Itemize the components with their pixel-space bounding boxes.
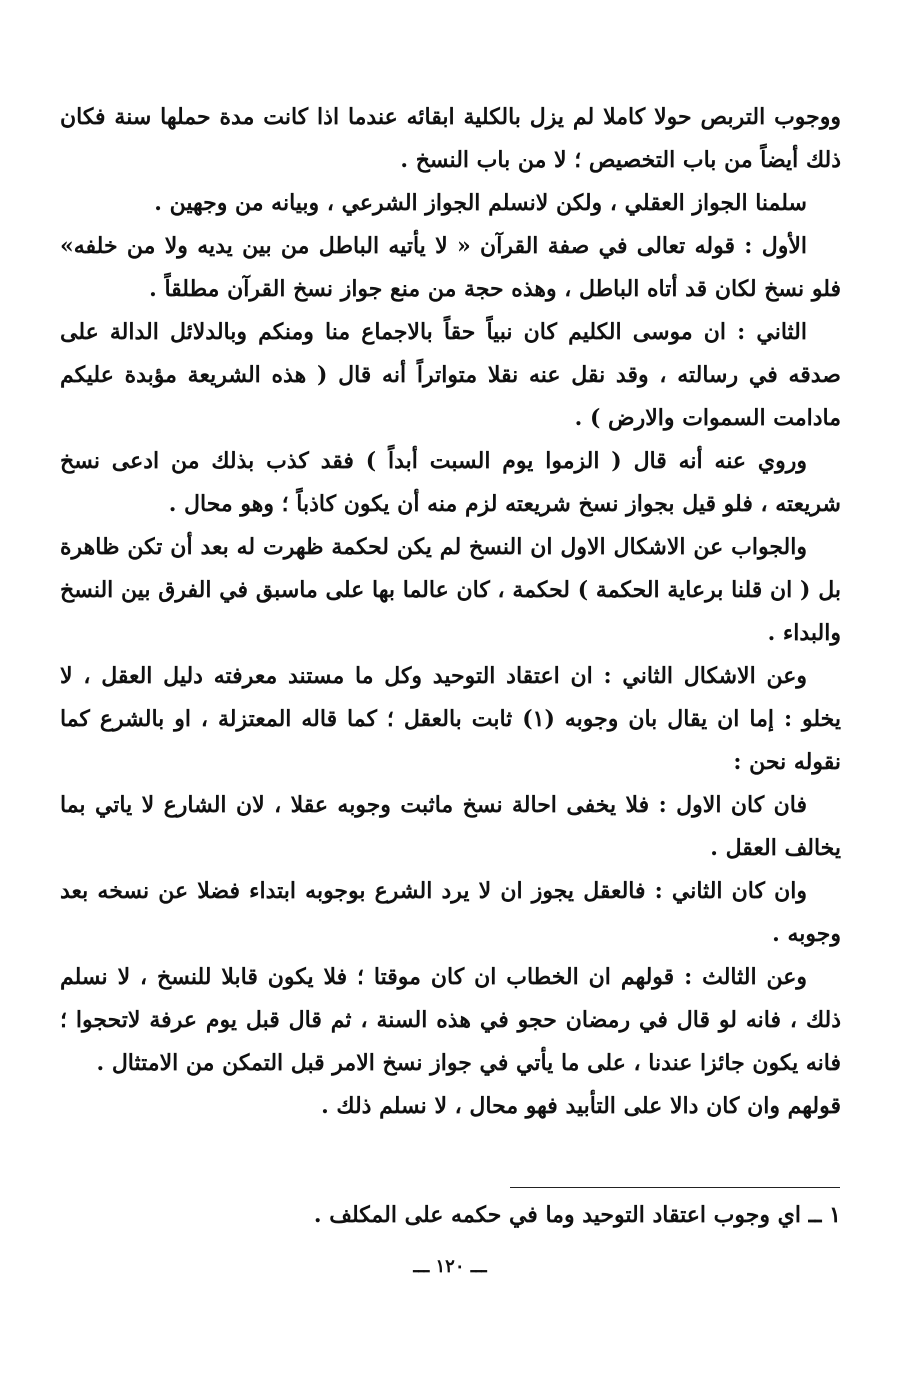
paragraph-5: وروي عنه أنه قال ( الزموا يوم السبت أبداً ) فقد كذب بذلك من ادعى نسخ شريعته ، فلو قيل بجواز نسخ شريعته لزم منه أن يكون كاذباً ؛ وهو محال . [60,448,841,517]
paragraph-10: وعن الثالث : قولهم ان الخطاب ان كان موقتا ؛ فلا يكون قابلا للنسخ ، لا نسلم ذلك ، فانه لو قال في رمضان حجو في هذه السنة ، ثم قال قبل يوم عرفة لاتحجوا ؛ فانه يكون جائزا عندنا ، على ما يأتي في جواز نسخ الامر قبل التمكن من الامتثال . [60,964,841,1076]
main-text [60,96,841,1128]
paragraph-8: فان كان الاول : فلا يخفى احالة نسخ ماثبت وجوبه عقلا ، لان الشارع لا ياتي بما يخالف العقل . [60,792,841,861]
paragraph-7: وعن الاشكال الثاني : ان اعتقاد التوحيد وكل ما مستند معرفته دليل العقل ، لا يخلو : إما ان يقال بان وجوبه (١) ثابت بالعقل ؛ كما قاله المعتزلة ، او بالشرع كما نقوله نحن : [60,663,841,775]
paragraph-1: ووجوب التربص حولا كاملا لم يزل بالكلية ابقائه عندما اذا كانت مدة حملها سنة فكان ذلك أيضاً من باب التخصيص ؛ لا من باب النسخ . [60,104,841,173]
paragraph-6: والجواب عن الاشكال الاول ان النسخ لم يكن لحكمة ظهرت له بعد أن تكن ظاهرة بل ( ان قلنا برعاية الحكمة ) لحكمة ، كان عالما بها على ماسبق في الفرق بين النسخ والبداء . [60,534,841,646]
footnote-divider [510,1187,840,1188]
page-number: ـــ ١٢٠ ـــ [413,1256,487,1277]
paragraph-11: قولهم وان كان دالا على التأبيد فهو محال ، لا نسلم ذلك . [321,1093,841,1119]
footnote: ١ ــ اي وجوب اعتقاد التوحيد وما في حكمه على المكلف . [313,1202,841,1228]
paragraph-2: سلمنا الجواز العقلي ، ولكن لانسلم الجواز الشرعي ، وبيانه من وجهين . [154,190,807,216]
paragraph-3: الأول : قوله تعالى في صفة القرآن « لا يأتيه الباطل من بين يديه ولا من خلفه» فلو نسخ لكان قد أتاه الباطل ، وهذه حجة من منع جواز نسخ القرآن مطلقاً . [60,233,841,302]
paragraph-9: وان كان الثاني : فالعقل يجوز ان لا يرد الشرع بوجوبه ابتداء فضلا عن نسخه بعد وجوبه . [60,878,841,947]
paragraph-4: الثاني : ان موسى الكليم كان نبياً حقاً بالاجماع منا ومنكم وبالدلائل الدالة على صدقه في رسالته ، وقد نقل عنه نقلا متواتراً أنه قال ( هذه الشريعة مؤبدة عليكم مادامت السموات والارض ) . [60,319,841,431]
